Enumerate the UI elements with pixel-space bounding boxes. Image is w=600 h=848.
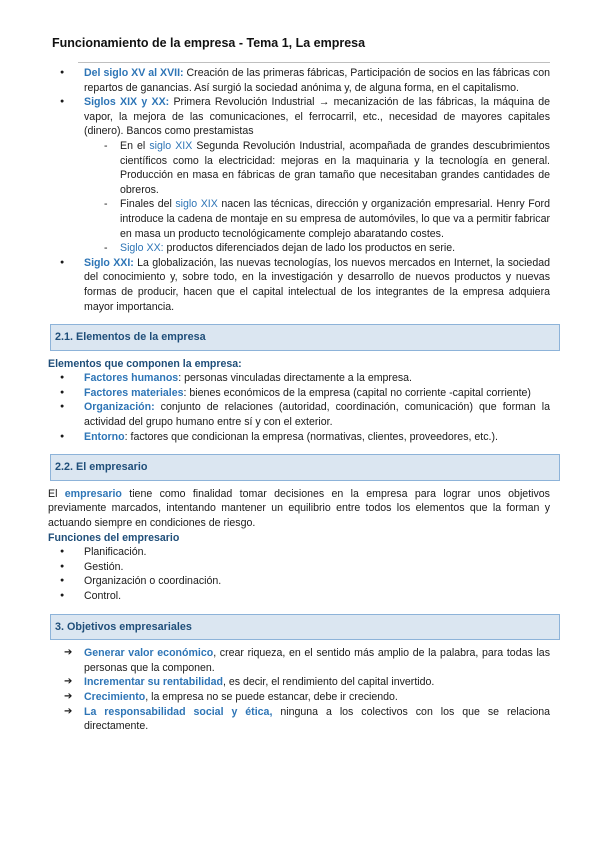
list-item: ➔ Incrementar su rentabilidad, es decir, el rendimiento del capital invertido. (48, 675, 550, 690)
section-heading-elementos: 2.1. Elementos de la empresa (50, 324, 560, 351)
list-item: ● Factores materiales: bienes económicos de la empresa (capital no corriente -capital corriente) (48, 386, 550, 401)
list-item: - En el siglo XIX Segunda Revolución Industrial, acompañada de grandes descubrimientos científicos como la electricidad: mejoras en la maquinaria y la tecnología en general. Producción en masa en fábricas de gran tamaño que necesitaban grandes cantidades de obreros. (84, 139, 550, 197)
list-item: ● Factores humanos: personas vinculadas directamente a la empresa. (48, 371, 550, 386)
empresario-paragraph: El empresario tiene como finalidad tomar decisiones en la empresa para lograr unos objetivos previamente marcados, intentando mantener un equilibrio entre todos los elementos que la forman y actuando siempre en condiciones de riesgo. (48, 487, 550, 530)
section-heading-objetivos: 3. Objetivos empresariales (50, 614, 560, 641)
objectives-list (48, 646, 550, 734)
list-item: ● Control. (48, 589, 550, 604)
list-item: - Siglo XX: productos diferenciados dejan de lado los productos en serie. (84, 241, 550, 256)
history-sublist (84, 139, 550, 256)
subheading-funciones: Funciones del empresario (48, 531, 180, 544)
list-item: ● Organización o coordinación. (48, 574, 550, 589)
header-divider (78, 62, 550, 63)
subheading-elementos: Elementos que componen la empresa: (48, 357, 242, 370)
list-item: ➔ Generar valor económico, crear riqueza, en el sentido más amplio de la palabra, para todas las personas que la componen. (48, 646, 550, 675)
list-item: ● Gestión. (48, 560, 550, 575)
list-item: ➔ La responsabilidad social y ética, ninguna a los colectivos con los que se relaciona directamente. (48, 705, 550, 734)
section-heading-empresario: 2.2. El empresario (50, 454, 560, 481)
list-item: ● Siglo XXI: La globalización, las nuevas tecnologías, los nuevos mercados en Internet, la sociedad del conocimiento y, sobre todo, en la investigación y desarrollo de nuevos productos y nuevas formas de producir, hacen que el capital intelectual de los integrantes de la empresa adquiera mayor importancia. (48, 256, 550, 314)
functions-list (48, 545, 550, 603)
list-item: ● Entorno: factores que condicionan la empresa (normativas, clientes, proveedores, etc.). (48, 430, 550, 445)
history-list (48, 66, 550, 314)
list-item: - Finales del siglo XIX nacen las técnicas, dirección y organización empresarial. Henry Ford introduce la cadena de montaje en su empresa de automóviles, lo que va a permitir fabricar en masa un producto tecnológicamente complejo abaratando costes. (84, 197, 550, 241)
list-item: ● Organización: conjunto de relaciones (autoridad, coordinación, comunicación) que forman la actividad del grupo humano entre sí y con el exterior. (48, 400, 550, 429)
elements-list (48, 371, 550, 444)
page-title: Funcionamiento de la empresa - Tema 1, La empresa (52, 36, 366, 50)
list-item: ● Del siglo XV al XVII: Creación de las primeras fábricas, Participación de socios en las fábricas con repartos de ganancias. Así surgió la sociedad anónima y, de alguna forma, en el capitalismo. (48, 66, 550, 95)
list-item: ➔ Crecimiento, la empresa no se puede estancar, debe ir creciendo. (48, 690, 550, 705)
list-item: ● Siglos XIX y XX: Primera Revolución Industrial → mecanización de las fábricas, la máquina de vapor, la mejora de las comunicaciones, el ferrocarril, etc., necesidad de mayores capitales (dinero). Bancos como prestamistas - En el siglo XIX Segunda Revolución Industrial, acompañada de grandes descubrimientos científicos como la electricidad: mejoras en la maquinaria y la tecnología en general. Producción en masa en fábricas de gran tamaño que necesitaban grandes cantidades de obreros. - Finales del siglo XIX nacen las técnicas, dirección y organización empresarial. Henry Ford introduce la cadena de montaje en su empresa de automóviles, lo que va a permitir fabricar en masa un producto tecnológicamente complejo abaratando costes. - Siglo XX: productos diferenciados dejan de lado los productos en serie. (48, 95, 550, 256)
list-item: ● Planificación. (48, 545, 550, 560)
document-body (48, 66, 550, 734)
